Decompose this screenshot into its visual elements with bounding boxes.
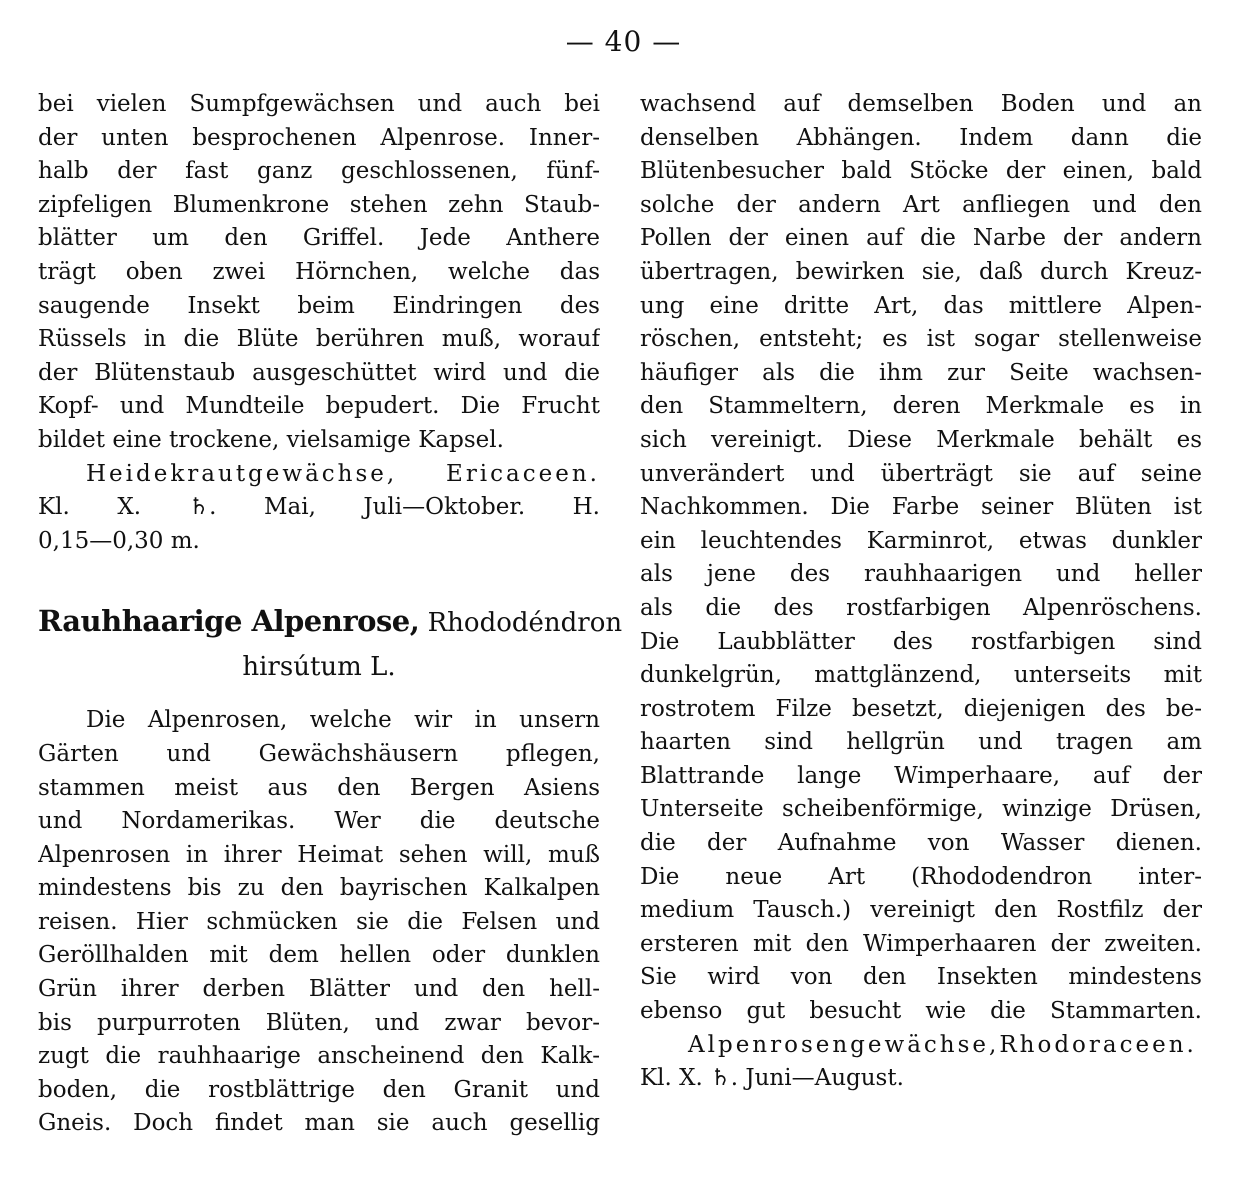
text-line: zugt die rauhhaarige anscheinend den Kalk- bbox=[38, 1043, 600, 1070]
right-column bbox=[640, 88, 1202, 1096]
heading-line-1 bbox=[38, 598, 623, 644]
text-line: haarten sind hellgrün und tragen am bbox=[640, 729, 1202, 756]
text-line: denselben Abhängen. Indem dann die bbox=[640, 124, 1202, 151]
text-line: Die Laubblätter des rostfarbigen sind bbox=[640, 628, 1202, 655]
text-line: den Stammeltern, deren Merkmale es in bbox=[640, 393, 1202, 420]
text-line: Die neue Art (Rhododendron inter- bbox=[640, 863, 1202, 890]
text-line: Die Alpenrosen, welche wir in unsern bbox=[86, 707, 600, 734]
text-line: sich vereinigt. Diese Merkmale behält es bbox=[640, 426, 1202, 453]
paragraph-kreuzung bbox=[640, 88, 1202, 1029]
text-line: ebenso gut besucht wie die Stammarten. bbox=[640, 998, 1202, 1025]
text-line: Unterseite scheibenförmige, winzige Drüsen, bbox=[640, 796, 1202, 823]
text-line: dunkelgrün, mattglänzend, unterseits mit bbox=[640, 662, 1202, 689]
family-note-rhodoraceen bbox=[640, 1029, 1202, 1096]
text-line: ersteren mit den Wimperhaaren der zweiten. bbox=[640, 930, 1202, 957]
text-line: häufiger als die ihm zur Seite wachsen- bbox=[640, 359, 1202, 386]
classification-line: Kl. X. ♄. Juni—August. bbox=[640, 1065, 904, 1092]
text-line: mindestens bis zu den bayrischen Kalkalpen bbox=[38, 875, 600, 902]
page-number: — 40 — bbox=[565, 25, 682, 58]
family-name: Heidekrautgewächse, Ericaceen. bbox=[86, 460, 600, 487]
text-line: der unten besprochenen Alpenrose. Inner- bbox=[38, 124, 600, 151]
text-line: blätter um den Griffel. Jede Anthere bbox=[38, 225, 600, 252]
family-note-ericaceen bbox=[38, 458, 600, 559]
classification-line: Kl. X. ♄. Mai, Juli—Oktober. H. bbox=[38, 494, 600, 521]
text-line: ein leuchtendes Karminrot, etwas dunkler bbox=[640, 527, 1202, 554]
text-line: halb der fast ganz geschlossenen, fünf- bbox=[38, 158, 600, 185]
text-line: wachsend auf demselben Boden und an bbox=[640, 91, 1202, 117]
text-line: rostrotem Filze besetzt, diejenigen des be- bbox=[640, 695, 1202, 722]
text-line: bei vielen Sumpfgewächsen und auch bei bbox=[38, 91, 600, 117]
text-line: Geröllhalden mit dem hellen oder dunklen bbox=[38, 942, 600, 969]
text-line: Pollen der einen auf die Narbe der andern bbox=[640, 225, 1202, 252]
family-name: Alpenrosengewächse,Rhodoraceen. bbox=[688, 1031, 1197, 1058]
text-line: medium Tausch.) vereinigt den Rostfilz der bbox=[640, 897, 1202, 924]
text-line: Kopf- und Mundteile bepudert. Die Frucht bbox=[38, 393, 600, 420]
text-line: zipfeligen Blumenkrone stehen zehn Staub- bbox=[38, 191, 600, 218]
text-line: röschen, entsteht; es ist sogar stellenweise bbox=[640, 326, 1202, 353]
text-line: solche der andern Art anfliegen und den bbox=[640, 191, 1202, 218]
text-line: übertragen, bewirken sie, daß durch Kreuz- bbox=[640, 258, 1202, 285]
text-line: die der Aufnahme von Wasser dienen. bbox=[640, 830, 1202, 857]
text-line: und Nordamerikas. Wer die deutsche bbox=[38, 808, 600, 835]
text-line: boden, die rostblättrige den Granit und bbox=[38, 1076, 600, 1103]
left-column bbox=[38, 88, 623, 1141]
text-line: Blattrande lange Wimperhaare, auf der bbox=[640, 762, 1202, 789]
text-line: Gärten und Gewächshäusern pflegen, bbox=[38, 740, 600, 767]
text-line: reisen. Hier schmücken sie die Felsen und bbox=[38, 908, 600, 935]
text-line: Nachkommen. Die Farbe seiner Blüten ist bbox=[640, 494, 1202, 521]
species-heading bbox=[38, 598, 623, 690]
text-line: Blütenbesucher bald Stöcke der einen, bald bbox=[640, 158, 1202, 185]
text-line: ung eine dritte Art, das mittlere Alpen- bbox=[640, 292, 1202, 319]
text-line: Grün ihrer derben Blätter und den hell- bbox=[38, 976, 600, 1003]
text-line: saugende Insekt beim Eindringen des bbox=[38, 292, 600, 319]
text-line: trägt oben zwei Hörnchen, welche das bbox=[38, 258, 600, 285]
text-line: der Blütenstaub ausgeschüttet wird und die bbox=[38, 359, 600, 386]
text-line: Sie wird von den Insekten mindestens bbox=[640, 964, 1202, 991]
paragraph-alpenrosen bbox=[38, 704, 600, 1141]
text-line: Rüssels in die Blüte berühren muß, worauf bbox=[38, 326, 600, 353]
paragraph-sumpfgewaechse bbox=[38, 88, 600, 458]
species-name-latin: Rhododéndron bbox=[427, 608, 623, 639]
height-line: 0,15—0,30 m. bbox=[38, 527, 200, 554]
section-gap bbox=[38, 558, 600, 598]
heading-gap bbox=[38, 690, 600, 704]
text-line: bildet eine trockene, vielsamige Kapsel. bbox=[38, 426, 504, 453]
species-name-german: Rauhhaarige Alpenrose, bbox=[38, 604, 420, 639]
text-line: bis purpurroten Blüten, und zwar bevor- bbox=[38, 1009, 600, 1036]
species-name-latin-cont: hirsútum L. bbox=[242, 652, 396, 683]
text-line: unverändert und überträgt sie auf seine bbox=[640, 460, 1202, 487]
text-line: als die des rostfarbigen Alpenröschens. bbox=[640, 594, 1202, 621]
text-line: als jene des rauhhaarigen und heller bbox=[640, 561, 1202, 588]
text-line: stammen meist aus den Bergen Asiens bbox=[38, 774, 600, 801]
text-line: Alpenrosen in ihrer Heimat sehen will, muß bbox=[38, 841, 600, 868]
text-line: Gneis. Doch findet man sie auch gesellig bbox=[38, 1110, 600, 1137]
